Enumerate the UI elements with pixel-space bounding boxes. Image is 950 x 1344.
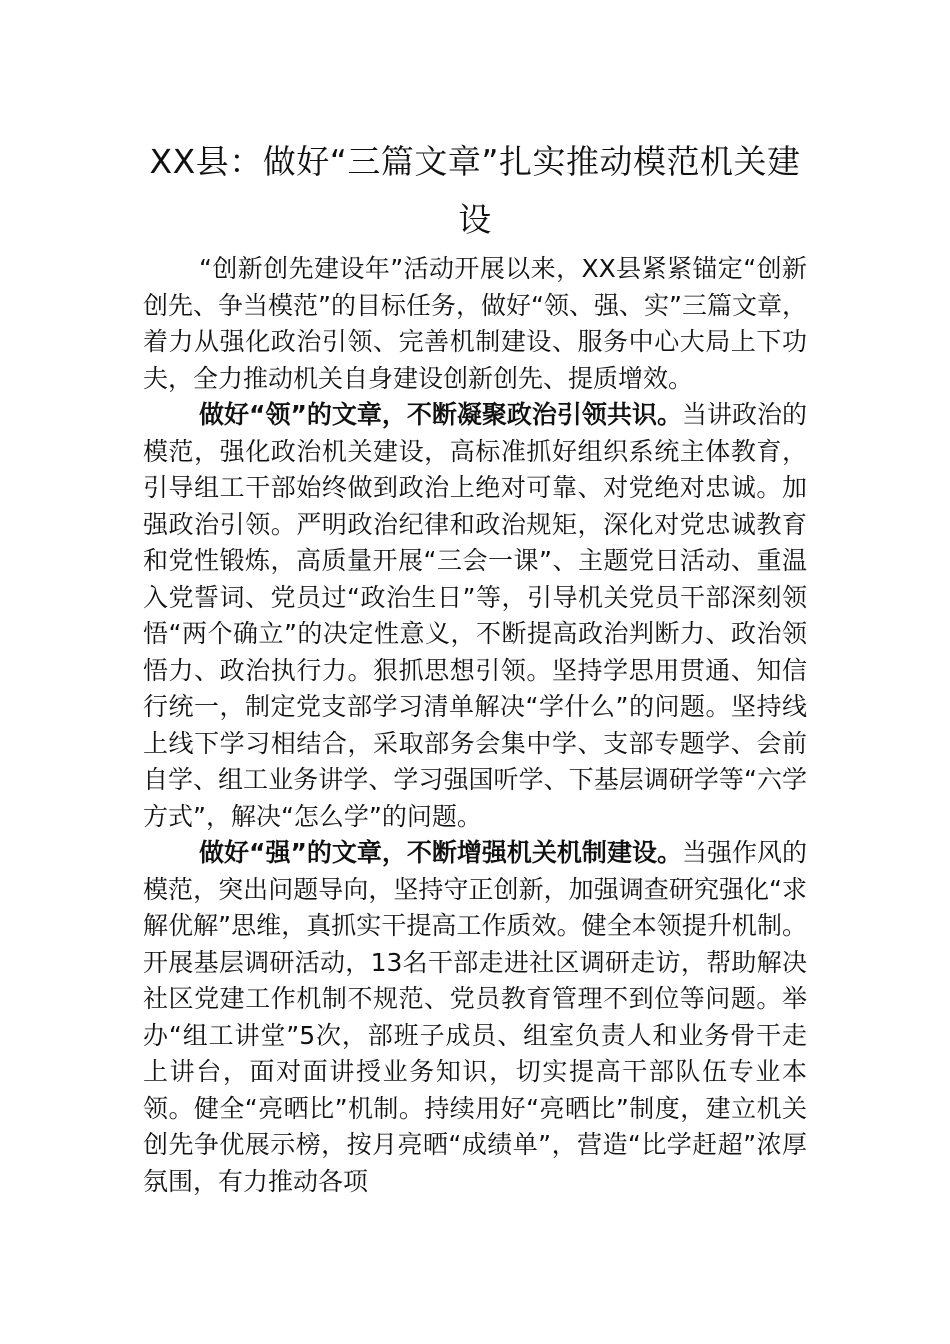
intro-paragraph <box>143 251 807 397</box>
section-body-strong: 当强作风的模范，突出问题导向，坚持守正创新，加强调查研究强化“求解优解”思维，真抓实干提高工作质效。健全本领提升机制。开展基层调研活动，13名干部走进社区调研走访，帮助解决社区党建工作机制不规范、党员教育管理不到位等问题。举办“组工讲堂”5次，部班子成员、组室负责人和业务骨干走上讲台，面对面讲授业务知识，切实提高干部队伍专业本领。健全“亮晒比”机制。持续用好“亮晒比”制度，建立机关创先争优展示榜，按月亮晒“成绩单”，营造“比学赶超”浓厚氛围，有力推动各项 <box>143 838 807 1196</box>
section-paragraph-strong <box>143 835 807 1200</box>
section-body-lead: 当讲政治的模范，强化政治机关建设，高标准抓好组织系统主体教育，引导组工干部始终做到政治上绝对可靠、对党绝对忠诚。加强政治引领。严明政治纪律和政治规矩，深化对党忠诚教育和党性锻炼，高质量开展“三会一课”、主题党日活动、重温入党誓词、党员过“政治生日”等，引导机关党员干部深刻领悟“两个确立”的决定性意义，不断提高政治判断力、政治领悟力、政治执行力。狠抓思想引领。坚持学思用贯通、知信行统一，制定党支部学习清单解决“学什么”的问题。坚持线上线下学习相结合，采取部务会集中学、支部专题学、会前自学、组工业务讲学、学习强国听学、下基层调研学等“六学方式”，解决“怎么学”的问题。 <box>143 400 807 831</box>
section-heading-lead: 做好“领”的文章，不断凝聚政治引领共识。 <box>199 400 682 429</box>
document-body <box>143 133 807 1200</box>
intro-paragraph-text: “创新创先建设年”活动开展以来，XX县紧紧锚定“创新创先、争当模范”的目标任务，做好“领、强、实”三篇文章，着力从强化政治引领、完善机制建设、服务中心大局上下功夫，全力推动机关自身建设创新创先、提质增效。 <box>143 254 807 393</box>
section-heading-strong: 做好“强”的文章，不断增强机关机制建设。 <box>199 838 682 867</box>
document-title: XX县：做好“三篇文章”扎实推动模范机关建设 <box>149 142 801 239</box>
section-paragraph-lead <box>143 397 807 835</box>
